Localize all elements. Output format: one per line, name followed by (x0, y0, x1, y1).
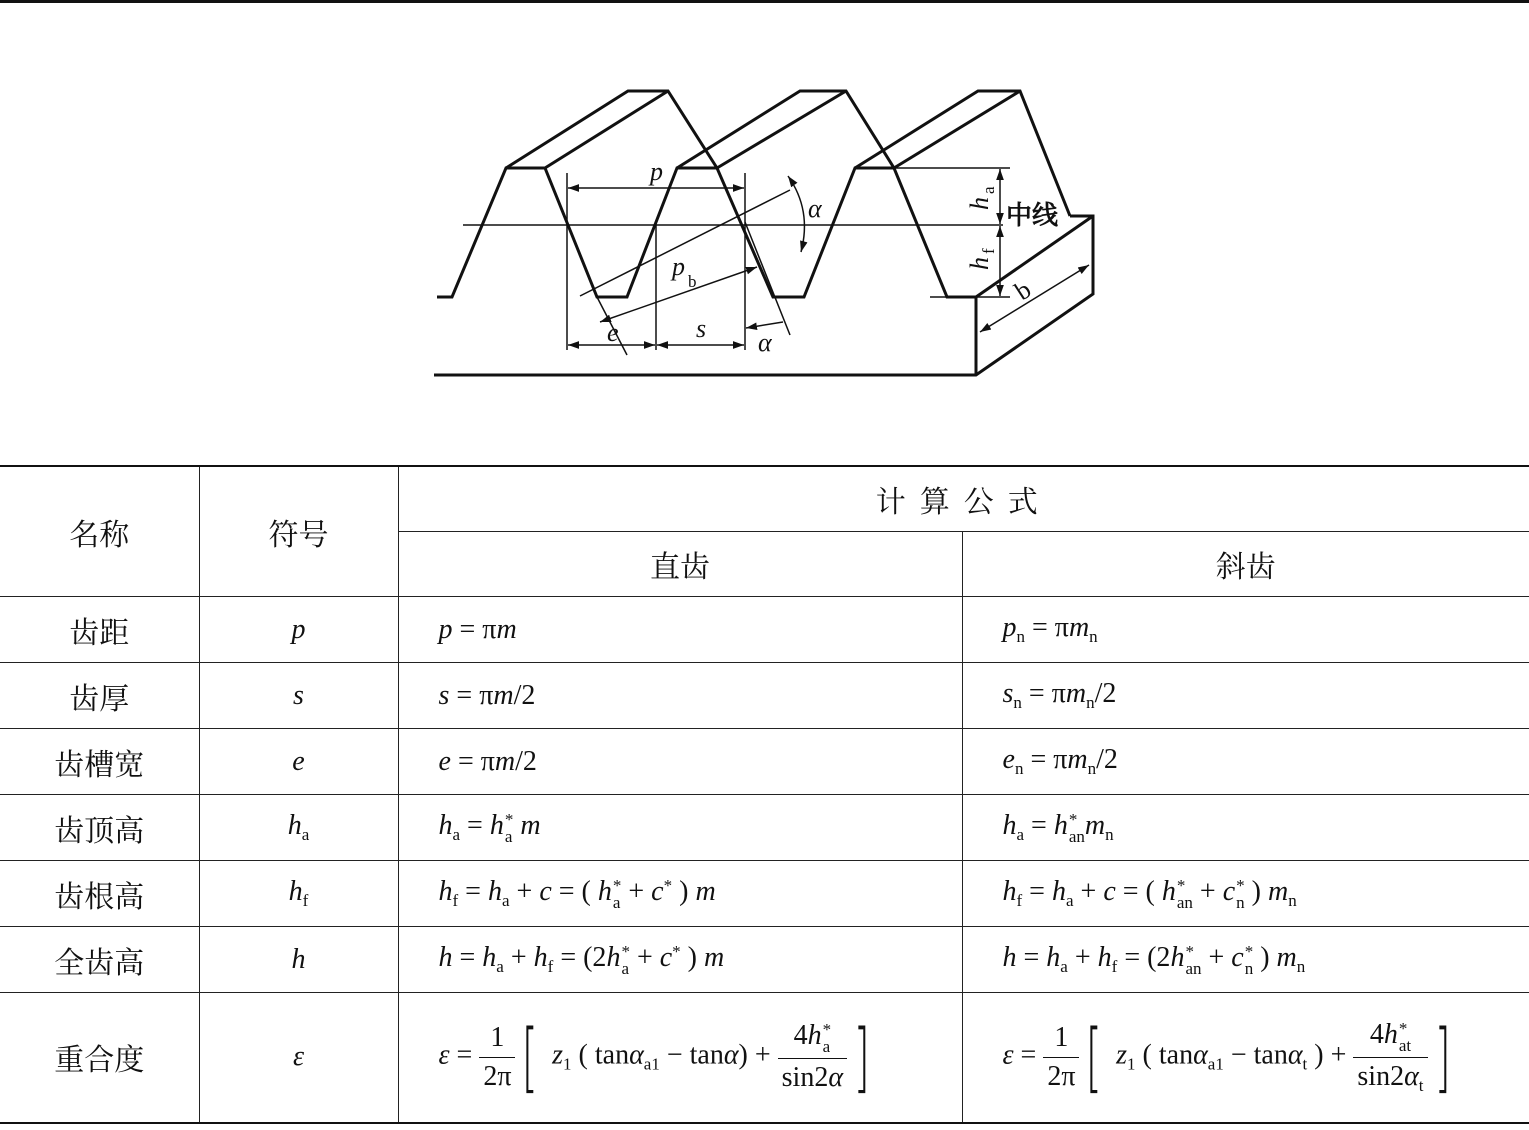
formula-spur: $h = h_a + h_f = (2h$ * a + c* ) m (398, 927, 962, 993)
header-spur: 直齿 (398, 532, 962, 597)
formula-helical: $h = h_a + h_f = (2h$ * an + c * n ) $m_n$ (962, 927, 1529, 993)
table-row (0, 927, 1529, 993)
formula-helical: $p_n = \pi m_n$ (962, 597, 1529, 663)
formula-helical: $s_n = \pi m_n/2$ (962, 663, 1529, 729)
label-s: s (696, 314, 707, 343)
table-row (0, 597, 1529, 663)
label-e: e (607, 318, 619, 347)
header-formula: 计算公式 (398, 466, 1529, 532)
table-row (0, 795, 1529, 861)
row-name: 齿距 (0, 597, 199, 663)
symbol-main: h (287, 810, 302, 841)
table-row (0, 729, 1529, 795)
label-hf: h (965, 257, 994, 270)
formula-helical: $h_f = h_a + c$ = ( h * an + c * n ) $m_n$ (962, 861, 1529, 927)
label-hf-sub: f (979, 248, 998, 254)
row-name: 全齿高 (0, 927, 199, 993)
label-alpha-top: α (808, 194, 822, 223)
label-pb-sub: b (688, 272, 697, 291)
formula-spur: p = πm (398, 597, 962, 663)
formula-spur: e = πm/2 (398, 729, 962, 795)
formula-helical: $h_a = h$ * an $m_n$ (962, 795, 1529, 861)
formula-spur: s = πm/2 (398, 663, 962, 729)
table-row (0, 861, 1529, 927)
row-symbol: s (199, 663, 398, 729)
formula-spur: $h_f = h_a + c$ = ( h * a + c* ) m (398, 861, 962, 927)
label-center-line: 中线 (1006, 201, 1059, 231)
row-symbol: p (199, 597, 398, 663)
table-row (0, 993, 1529, 1123)
symbol-main: h (288, 876, 303, 907)
gear-rack-diagram (0, 0, 1529, 440)
header-name: 名称 (0, 466, 199, 597)
formula-spur: $h_a = h$ * a m (398, 795, 962, 861)
row-name: 齿槽宽 (0, 729, 199, 795)
symbol-sub: a (301, 825, 310, 844)
row-name: 齿厚 (0, 663, 199, 729)
table-row (0, 663, 1529, 729)
formula-spur: ε = $\frac{1}{2\pi}$ [ $z_1$ ( tanα$_{a1}$ − tanα) + 4h * a sin2α ] (398, 993, 962, 1123)
header-helical: 斜齿 (962, 532, 1529, 597)
label-alpha-bottom: α (758, 328, 772, 357)
row-name: 重合度 (0, 993, 199, 1123)
label-ha-sub: a (979, 186, 998, 194)
label-b: b (1009, 274, 1037, 307)
formula-helical: ε = $\frac{1}{2\pi}$ [ $z_1$ ( tanα$_{a1}$ − tanα$_t$ ) + 4h * at $\sin 2\alpha_t$ ] (962, 993, 1529, 1123)
label-pb: p (672, 252, 685, 281)
row-name: 齿顶高 (0, 795, 199, 861)
formula-helical: $e_n = \pi m_n/2$ (962, 729, 1529, 795)
row-symbol: ε (199, 993, 398, 1123)
row-symbol (199, 861, 398, 927)
label-ha: h (965, 197, 994, 210)
header-symbol: 符号 (199, 466, 398, 597)
label-p: p (650, 157, 663, 186)
row-symbol (199, 795, 398, 861)
row-symbol: e (199, 729, 398, 795)
row-symbol: h (199, 927, 398, 993)
row-name: 齿根高 (0, 861, 199, 927)
symbol-sub: f (302, 891, 309, 910)
gear-formula-table (0, 465, 1529, 1124)
